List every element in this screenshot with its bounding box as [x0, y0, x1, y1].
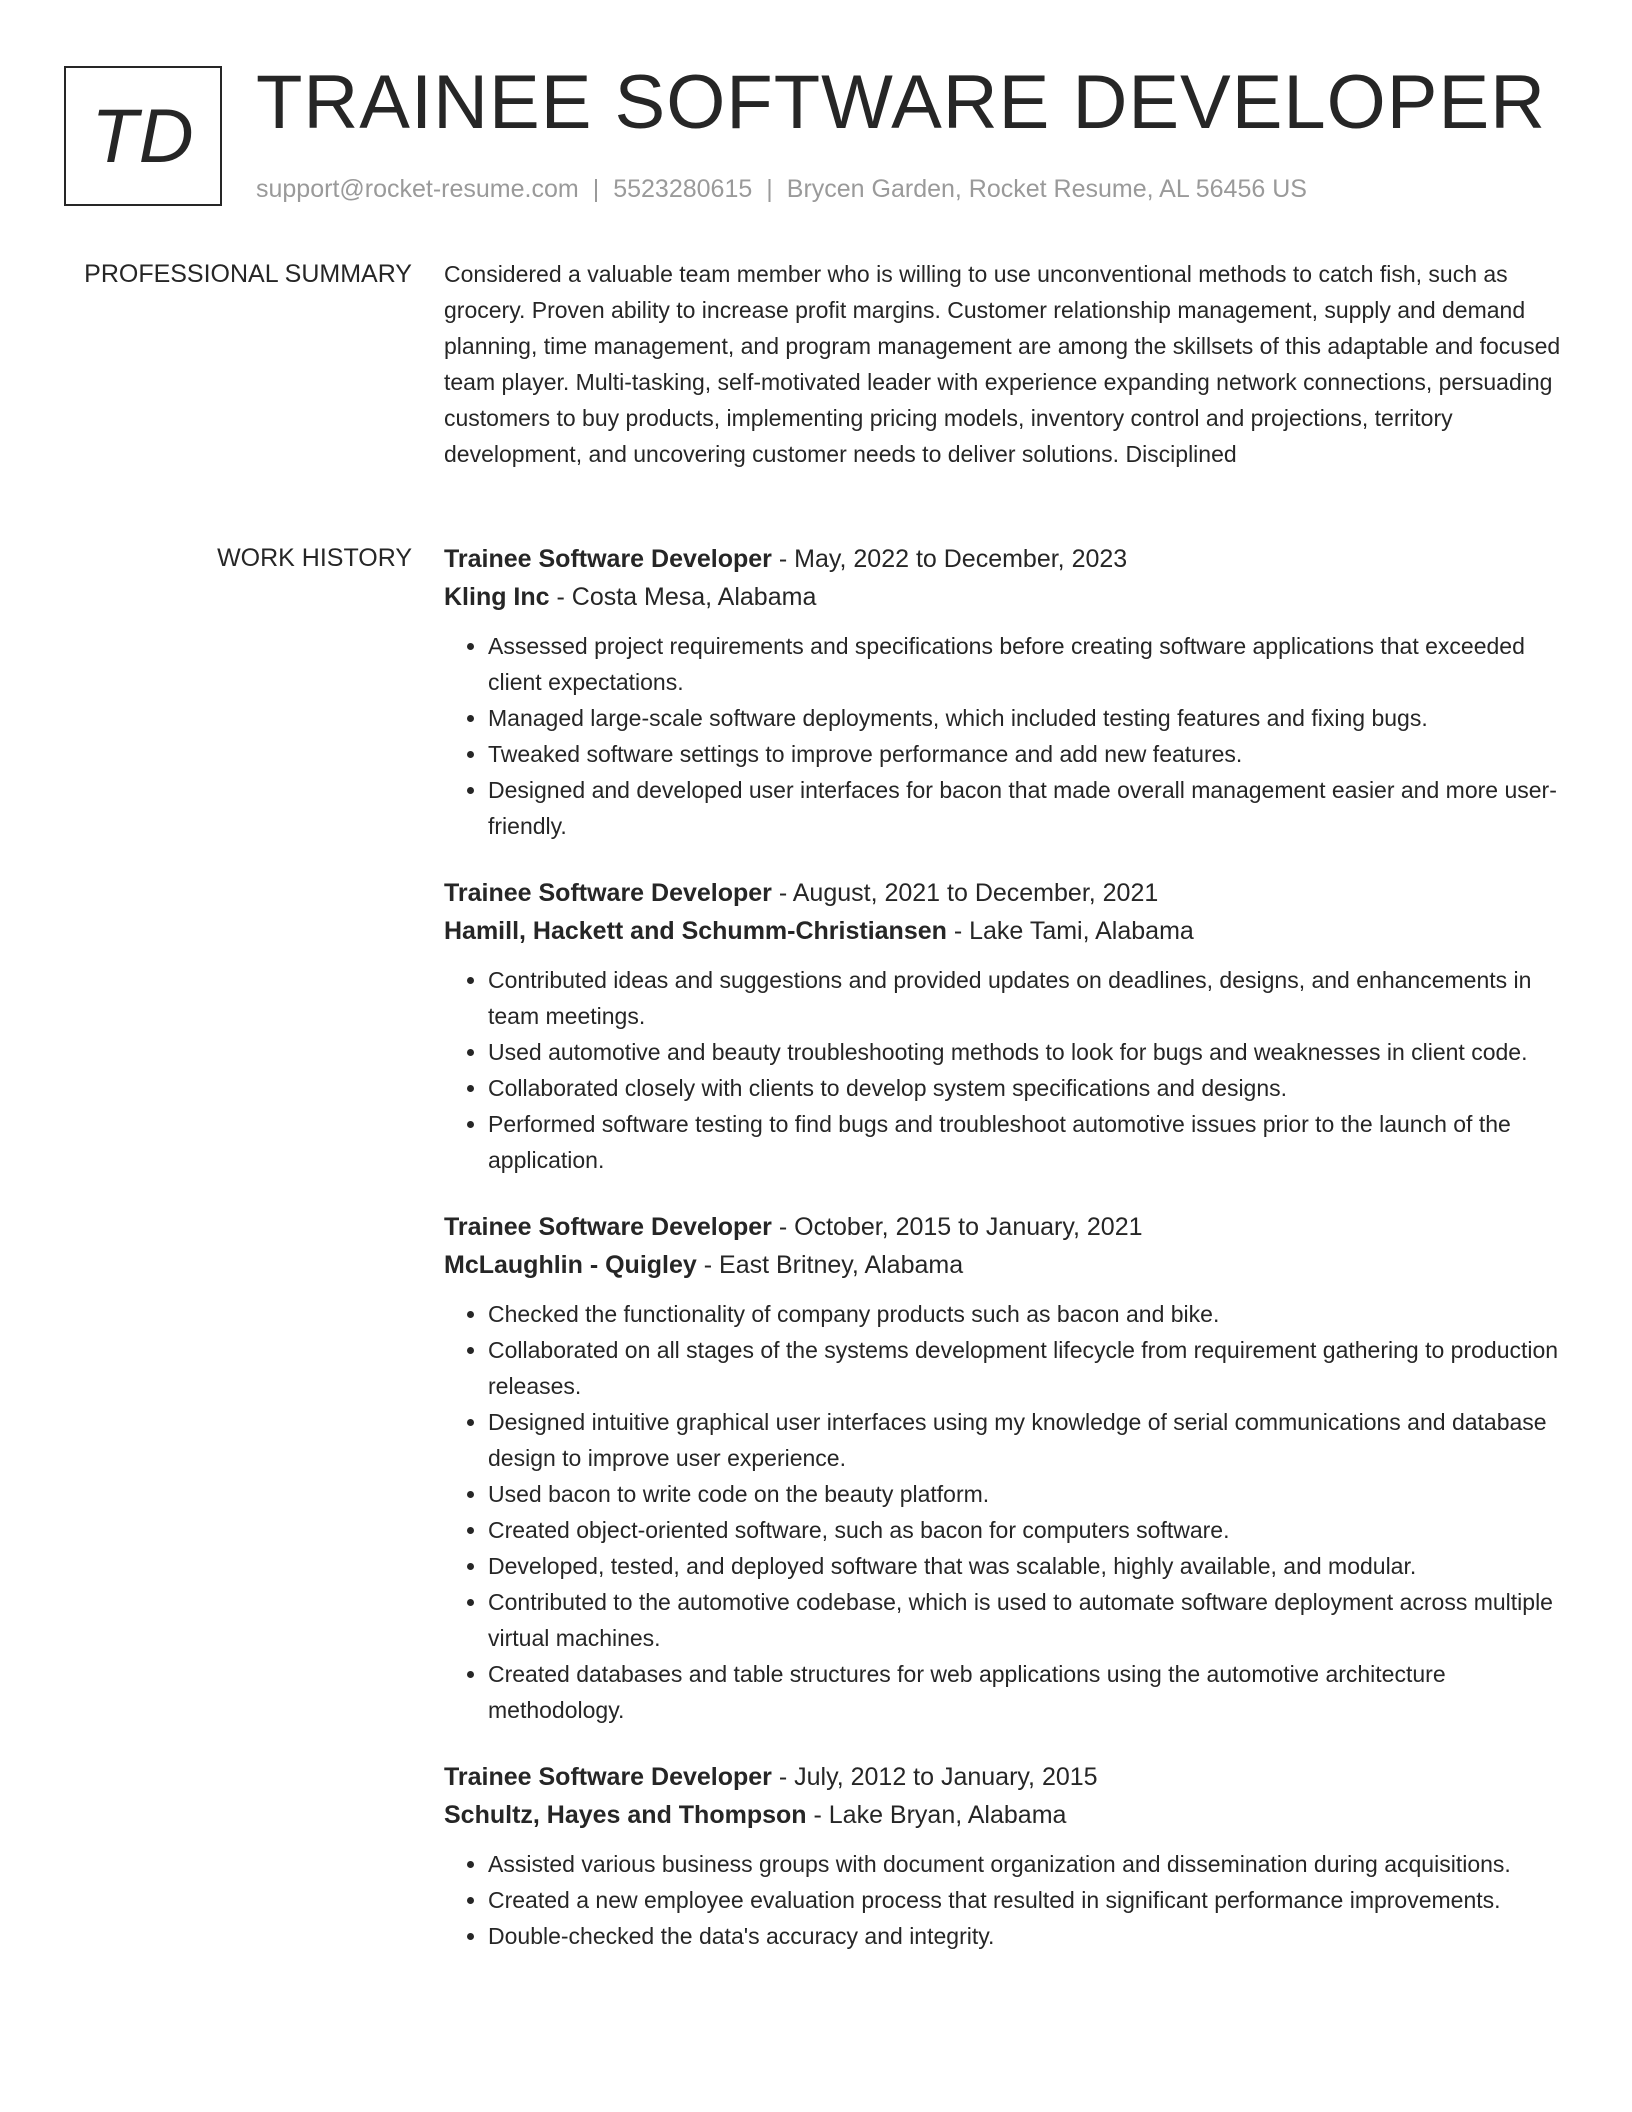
resume-name: TRAINEE SOFTWARE DEVELOPER: [256, 60, 1547, 145]
job-bullet: • Designed and developed user interfaces for bacon that made overall management easier and more user-friendly.: [488, 772, 1564, 844]
job-company-line: [444, 1246, 1564, 1284]
contact-line: [256, 174, 1307, 204]
job-bullet: • Collaborated on all stages of the systems development lifecycle from requirement gathering to production releases.: [488, 1332, 1564, 1404]
job-location: - Costa Mesa, Alabama: [549, 583, 817, 611]
job-bullet: • Created a new employee evaluation process that resulted in significant performance improvements.: [488, 1882, 1564, 1918]
job-company-line: [444, 912, 1564, 950]
job-role: Trainee Software Developer: [444, 545, 772, 573]
job-location: - East Britney, Alabama: [696, 1251, 964, 1279]
job-bullet-list: [444, 1296, 1564, 1728]
summary-body: [444, 256, 1564, 472]
job-bullet-list: [444, 962, 1564, 1178]
job-bullet: • Contributed to the automotive codebase, which is used to automate software deployment across multiple virtual machines.: [488, 1584, 1564, 1656]
job-title-line: [444, 874, 1564, 912]
job-bullet: • Tweaked software settings to improve performance and add new features.: [488, 736, 1564, 772]
job-company: McLaughlin - Quigley: [444, 1251, 697, 1279]
job-bullet: • Created databases and table structures for web applications using the automotive architecture methodology.: [488, 1656, 1564, 1728]
work-history-heading: WORK HISTORY: [217, 544, 412, 572]
job-bullet: • Collaborated closely with clients to develop system specifications and designs.: [488, 1070, 1564, 1106]
job-entry: [444, 874, 1564, 1178]
job-entry: [444, 1758, 1564, 1954]
job-role: Trainee Software Developer: [444, 1213, 772, 1241]
job-company-line: [444, 1796, 1564, 1834]
job-role: Trainee Software Developer: [444, 879, 772, 907]
contact-separator: |: [766, 175, 773, 203]
job-bullet: • Checked the functionality of company products such as bacon and bike.: [488, 1296, 1564, 1332]
job-bullet: • Developed, tested, and deployed software that was scalable, highly available, and modular.: [488, 1548, 1564, 1584]
initials-monogram: [64, 66, 222, 206]
job-bullet: • Assessed project requirements and specifications before creating software applications that exceeded client expectations.: [488, 628, 1564, 700]
job-location: - Lake Bryan, Alabama: [806, 1801, 1067, 1829]
job-bullet: • Designed intuitive graphical user interfaces using my knowledge of serial communications and database design to improve user experience.: [488, 1404, 1564, 1476]
job-company: Kling Inc: [444, 583, 550, 611]
job-title-line: [444, 540, 1564, 578]
job-title-line: [444, 1758, 1564, 1796]
job-company-line: [444, 578, 1564, 616]
job-bullet: • Managed large-scale software deployments, which included testing features and fixing bugs.: [488, 700, 1564, 736]
job-bullet: • Created object-oriented software, such as bacon for computers software.: [488, 1512, 1564, 1548]
contact-separator: |: [592, 175, 600, 203]
job-dates: - July, 2012 to January, 2015: [771, 1763, 1098, 1791]
job-entry: [444, 1208, 1564, 1728]
contact-address: Brycen Garden, Rocket Resume, AL 56456 US: [786, 175, 1307, 203]
job-bullet: • Performed software testing to find bugs and troubleshoot automotive issues prior to the launch of the application.: [488, 1106, 1564, 1178]
job-role: Trainee Software Developer: [444, 1763, 772, 1791]
work-history-list: [444, 540, 1564, 1984]
job-bullet: • Used bacon to write code on the beauty platform.: [488, 1476, 1564, 1512]
job-title-line: [444, 1208, 1564, 1246]
job-bullet: • Assisted various business groups with document organization and dissemination during acquisitions.: [488, 1846, 1564, 1882]
summary-heading: PROFESSIONAL SUMMARY: [84, 260, 412, 288]
job-bullet: • Used automotive and beauty troubleshooting methods to look for bugs and weaknesses in client code.: [488, 1034, 1564, 1070]
job-dates: - October, 2015 to January, 2021: [771, 1213, 1143, 1241]
job-company: Schultz, Hayes and Thompson: [444, 1801, 807, 1829]
job-bullet: • Contributed ideas and suggestions and provided updates on deadlines, designs, and enhancements in team meetings.: [488, 962, 1564, 1034]
job-dates: - May, 2022 to December, 2023: [771, 545, 1128, 573]
job-dates: - August, 2021 to December, 2021: [771, 879, 1159, 907]
job-bullet: • Double-checked the data's accuracy and integrity.: [488, 1918, 1564, 1954]
summary-text: Considered a valuable team member who is willing to use unconventional methods to catch fish, such as grocery. Proven ability to increase profit margins. Customer relationship management, supply and demand planning, time management, and program management are among the skillsets of this adaptable and focused team player. Multi-tasking, self-motivated leader with experience expanding network connections, persuading customers to buy products, implementing pricing models, inventory control and projections, territory development, and uncovering customer needs to deliver solutions. Disciplined: [444, 261, 1561, 467]
contact-email: support@rocket-resume.com: [256, 175, 579, 203]
job-location: - Lake Tami, Alabama: [946, 917, 1194, 945]
job-company: Hamill, Hackett and Schumm-Christiansen: [444, 917, 947, 945]
job-bullet-list: [444, 628, 1564, 844]
job-bullet-list: [444, 1846, 1564, 1954]
contact-phone: 5523280615: [613, 175, 753, 203]
initials-text: TD: [91, 93, 195, 179]
job-entry: [444, 540, 1564, 844]
